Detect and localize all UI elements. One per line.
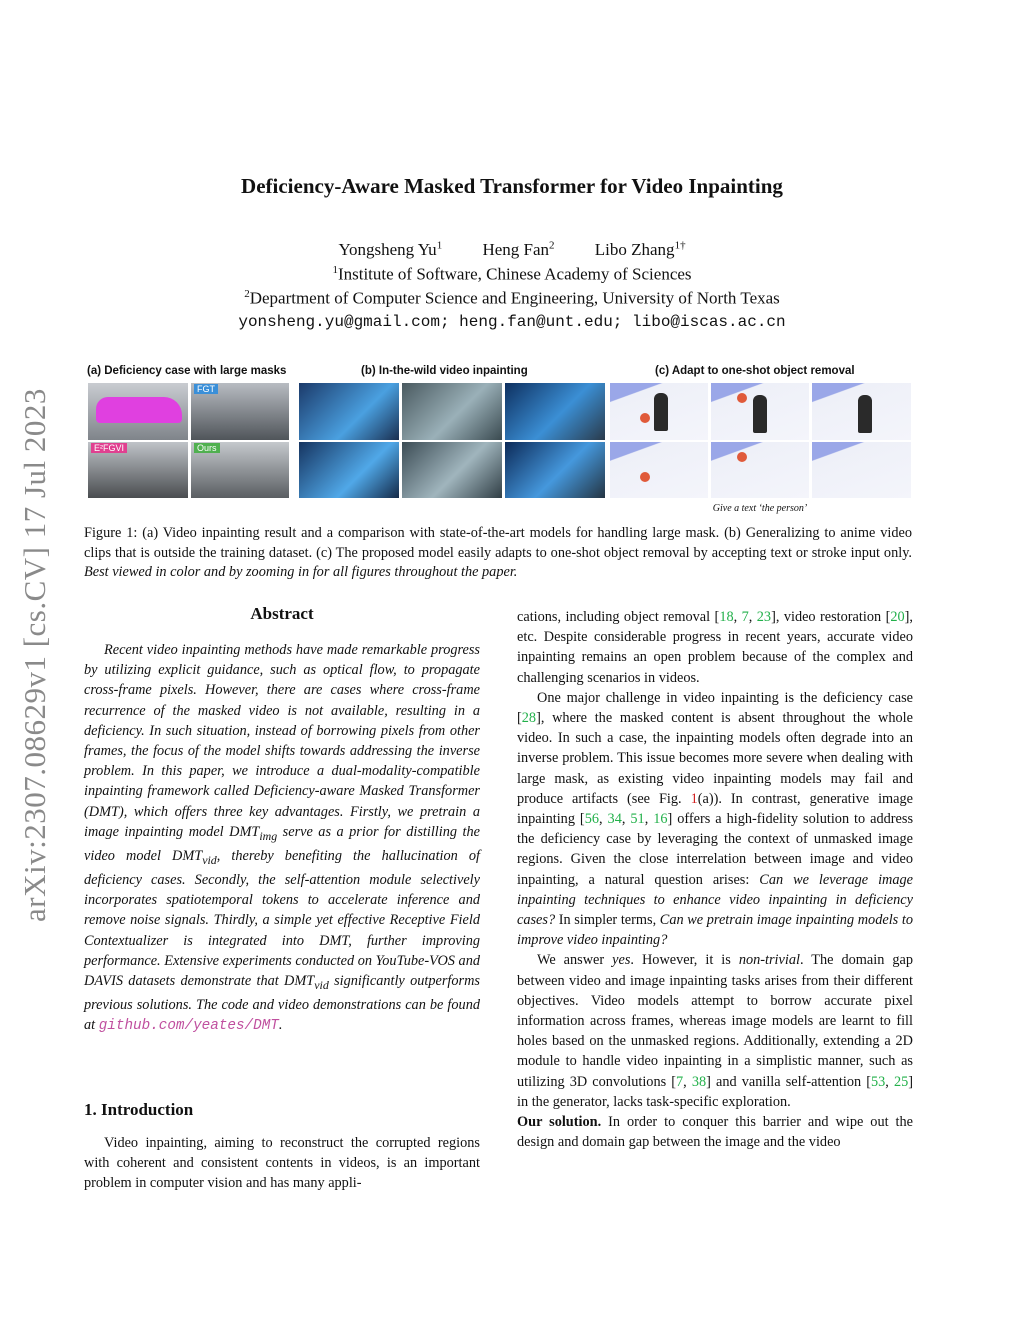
intro-body: Video inpainting, aiming to reconstruct the corrupted regions with coherent and consistent contents in videos, is an important problem in computer vision and has many appli-: [84, 1135, 480, 1192]
anime-frame-inpainted: [402, 442, 502, 498]
author: Yongsheng Yu$^1$: [338, 239, 443, 259]
anime-frame-inpainted: [505, 442, 605, 498]
person-frame: [711, 383, 809, 440]
ball: [640, 413, 650, 423]
anime-frame: [505, 383, 605, 440]
abstract-body: Recent video inpainting methods have made remarkable progress by utilizing explicit guidance, such as optical flow, to propagate cross-frame pixels. However, there are cases where cross-frame recurrence of the masked video is not available, resulting in a deficiency. In such situation, instead of borrowing pixels from other frames, the focus of the model shifts towards addressing the inverse problem. In this paper, we introduce a dual-modality-compatible inpainting framework called Deficiency-aware Masked Transformer (DMT), which offers three key advantages. Firstly, we pretrain a image inpainting model $DMT_{img}$ serve as a prior for distilling the video model $DMT_{vid}$, thereby benefiting the hallucination of deficiency cases. Secondly, the self-attention module selectively incorporates spatiotemporal tokens to accelerate inference and remove noise signals. Thirdly, a simple yet effective Receptive Field Contextualizer is integrated into DMT, further improving performance. Extensive experiments conducted on YouTube-VOS and DAVIS datasets demonstrate that $DMT_{vid}$ significantly outperforms previous solutions. The code and video demonstrations can be found at github.com/yeates/DMT.: [84, 642, 480, 1035]
code-link[interactable]: github.com/yeates/DMT: [98, 1018, 279, 1035]
panel-a-label: (a) Deficiency case with large masks: [87, 365, 287, 377]
fgt-result-frame: [191, 383, 289, 440]
affiliation: $^2$Department of Computer Science and Engineering, University of North Texas: [244, 288, 780, 308]
ours-tag: Ours: [194, 443, 220, 453]
figure-caption: Figure 1: (a) Video inpainting result and a comparison with state-of-the-art models for handling large mask. (b) Generalizing to anime video clips that is outside the training dataset. (c) The proposed model easily adapts to one-shot object removal by accepting text or stroke input only. Best viewed in color and by zooming in for all figures throughout the paper.: [84, 525, 912, 580]
anime-frame: [402, 383, 502, 440]
ball: [737, 393, 747, 403]
abstract-heading: Abstract: [250, 604, 314, 623]
text-prompt-caption: Give a text ‘the person’: [712, 503, 808, 514]
arxiv-stamp: arXiv:2307.08629v1 [cs.CV] 17 Jul 2023: [17, 388, 52, 922]
person-figure: [858, 395, 872, 433]
panel-b-label: (b) In-the-wild video inpainting: [361, 365, 528, 377]
removed-frame: [610, 442, 708, 498]
email-list: yonsheng.yu@gmail.com; heng.fan@unt.edu; libo@iscas.ac.cn: [238, 313, 786, 331]
anime-frame: [299, 383, 399, 440]
author-list: [0, 239, 1024, 260]
e2fgvi-tag: E²FGVI: [91, 443, 127, 453]
author: Libo Zhang$^{1\dagger}$: [594, 239, 686, 259]
person-frame: [812, 383, 911, 440]
e2fgvi-result-frame: [88, 442, 188, 498]
section-heading: 1. Introduction: [84, 1100, 194, 1119]
affiliation: $^1$Institute of Software, Chinese Academy of Sciences: [332, 264, 692, 284]
deficiency-input-frame: [88, 383, 188, 440]
ours-result-frame: [191, 442, 289, 498]
anime-frame-inpainted: [299, 442, 399, 498]
person-figure: [654, 393, 668, 431]
ball: [737, 452, 747, 462]
removed-frame: [711, 442, 809, 498]
author: Heng Fan$^2$: [482, 239, 555, 259]
mask-overlay: [96, 397, 182, 423]
fgt-tag: FGT: [194, 384, 218, 394]
person-frame: [610, 383, 708, 440]
removed-frame: [812, 442, 911, 498]
person-figure: [753, 395, 767, 433]
right-column-body: cations, including object removal [18, 7, 23], video restoration [20], etc. Despite considerable progress in recent years, accurate video inpainting remains an open problem because of the complex and challenging scenarios in videos. One major challenge in video inpainting is the deficiency case [28], where the masked content is absent throughout the whole video. In such a case, the inpainting models often degrade into an inverse problem. This issue becomes more severe when dealing with large mask, as existing video inpainting models may fail and produce artifacts (see Fig. 1(a)). In contrast, generative image inpainting [56, 34, 51, 16] offers a high-fidelity solution to address the deficiency case by leveraging the context of unmasked image regions. Given the close interrelation between image and video inpainting, a natural question arises: Can we leverage image inpainting techniques to enhance video inpainting in deficiency cases? In simpler terms, Can we pretrain image inpainting models to improve video inpainting? We answer yes. However, it is non-trivial. The domain gap between video and image inpainting tasks arises from their different objectives. Video models attempt to borrow accurate pixel information across frames, whereas image models are learnt to fill holes based on the unmasked regions. Additionally, extending a 2D module to handle video inpainting in a simplistic manner, such as utilizing 3D convolutions [7, 38] and vanilla self-attention [53, 25] in the generator, lacks task-specific exploration. Our solution. In order to conquer this barrier and wipe out the design and domain gap between the image and the video: [517, 609, 914, 1151]
paper-title: Deficiency-Aware Masked Transformer for Video Inpainting: [241, 174, 783, 198]
panel-c-label: (c) Adapt to one-shot object removal: [655, 365, 855, 377]
ball: [640, 472, 650, 482]
